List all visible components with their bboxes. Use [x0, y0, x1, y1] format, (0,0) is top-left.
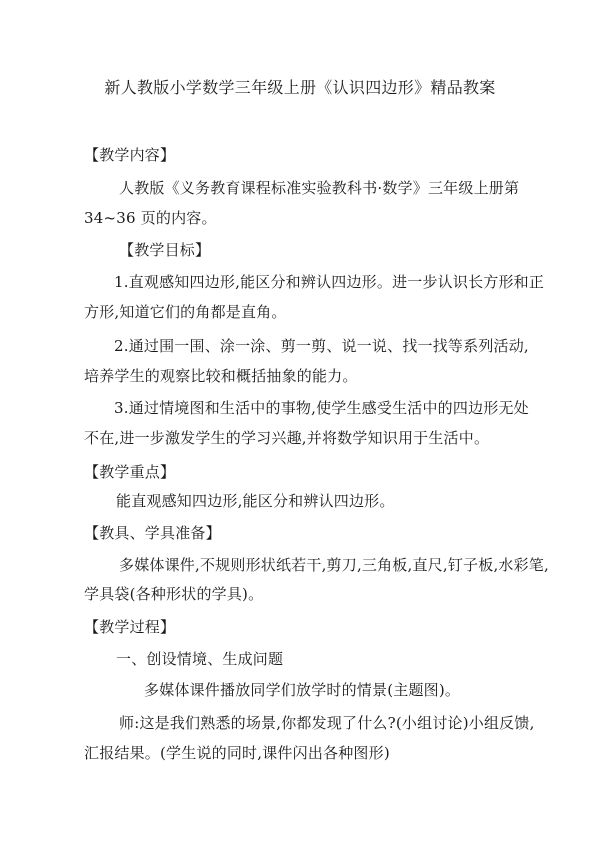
- process-step-1-heading: 一、创设情境、生成问题: [116, 650, 284, 668]
- section-heading-process: 【教学过程】: [84, 618, 176, 636]
- content-line-2: 34~36 页的内容。: [84, 209, 217, 227]
- teacher-line-2: 汇报结果。(学生说的同时,课件闪出各种图形): [84, 744, 390, 762]
- content-line-1: 人教版《义务教育课程标准实验教科书·数学》三年级上册第: [119, 179, 520, 197]
- section-heading-objectives: 【教学目标】: [119, 241, 211, 259]
- teacher-line-1: 师:这是我们熟悉的场景,你都发现了什么?(小组讨论)小组反馈,: [119, 714, 535, 732]
- materials-line-2: 学具袋(各种形状的学具)。: [84, 585, 264, 603]
- objective-2-line-1: 2.通过围一围、涂一涂、剪一剪、说一说、找一找等系列活动,: [114, 337, 529, 355]
- objective-3-line-2: 不在,进一步激发学生的学习兴趣,并将数学知识用于生活中。: [84, 429, 490, 447]
- section-heading-key-points: 【教学重点】: [84, 463, 176, 481]
- objective-1-line-2: 方形,知道它们的角都是直角。: [84, 303, 287, 321]
- objective-3-line-1: 3.通过情境图和生活中的事物,使学生感受生活中的四边形无处: [114, 399, 529, 417]
- section-heading-content: 【教学内容】: [84, 146, 176, 164]
- document-title: 新人教版小学数学三年级上册《认识四边形》精品教案: [104, 78, 496, 97]
- objective-2-line-2: 培养学生的观察比较和概括抽象的能力。: [84, 367, 358, 385]
- section-heading-materials: 【教具、学具准备】: [84, 524, 221, 542]
- materials-line-1: 多媒体课件,不规则形状纸若干,剪刀,三角板,直尺,钉子板,水彩笔,: [119, 556, 549, 574]
- process-step-1-line: 多媒体课件播放同学们放学时的情景(主题图)。: [144, 681, 461, 699]
- key-points-line-1: 能直观感知四边形,能区分和辨认四边形。: [116, 492, 395, 510]
- objective-1-line-1: 1.直观感知四边形,能区分和辨认四边形。进一步认识长方形和正: [114, 273, 545, 291]
